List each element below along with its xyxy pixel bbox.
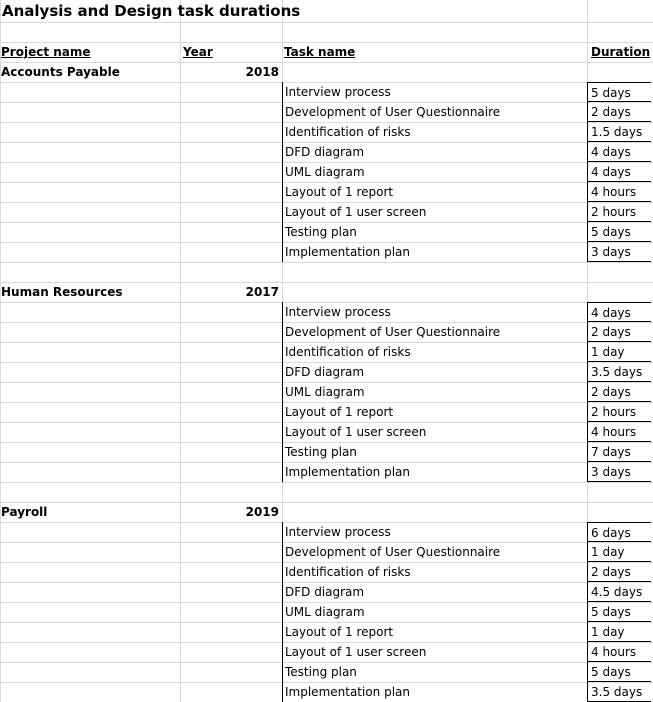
duration-cell[interactable] — [587, 242, 651, 262]
duration-cell[interactable] — [587, 202, 651, 222]
task-name-cell[interactable] — [282, 662, 587, 682]
duration-cell[interactable] — [587, 142, 651, 162]
task-name-cell[interactable] — [282, 162, 587, 182]
duration-cell[interactable] — [587, 662, 651, 682]
task-name-cell[interactable] — [282, 602, 587, 622]
duration-text: 7 days — [591, 445, 631, 459]
task-name-text: Testing plan — [285, 665, 357, 679]
duration-text: 2 days — [591, 385, 631, 399]
task-name-text: UML diagram — [285, 605, 365, 619]
duration-text: 1 day — [591, 545, 625, 559]
sheet-title: Analysis and Design task durations — [2, 2, 301, 20]
header-task-name: Task name — [284, 45, 356, 59]
duration-cell[interactable] — [587, 362, 651, 382]
task-name-cell[interactable] — [282, 342, 587, 362]
duration-text: 2 hours — [591, 205, 637, 219]
task-name-cell[interactable] — [282, 182, 587, 202]
task-name-cell[interactable] — [282, 682, 587, 702]
task-name-text: Identification of risks — [285, 125, 411, 139]
duration-cell[interactable] — [587, 442, 651, 462]
duration-text: 3 days — [591, 245, 631, 259]
task-name-text: Development of User Questionnaire — [285, 325, 501, 339]
duration-text: 2 days — [591, 325, 631, 339]
duration-cell[interactable] — [587, 342, 651, 362]
duration-cell[interactable] — [587, 582, 651, 602]
duration-cell[interactable] — [587, 522, 651, 542]
task-name-text: Interview process — [285, 305, 391, 319]
duration-text: 1.5 days — [591, 125, 643, 139]
duration-cell[interactable] — [587, 162, 651, 182]
header-duration: Duration — [591, 45, 651, 59]
duration-text: 5 days — [591, 225, 631, 239]
duration-text: 2 days — [591, 105, 631, 119]
duration-cell[interactable] — [587, 642, 651, 662]
task-name-cell[interactable] — [282, 322, 587, 342]
header-year: Year — [183, 45, 213, 59]
duration-text: 5 days — [591, 605, 631, 619]
project-year-cell[interactable]: 2017 — [245, 285, 279, 299]
task-name-cell[interactable] — [282, 642, 587, 662]
task-name-text: DFD diagram — [285, 145, 365, 159]
project-year-cell[interactable]: 2019 — [245, 505, 279, 519]
task-name-cell[interactable] — [282, 202, 587, 222]
task-name-cell[interactable] — [282, 422, 587, 442]
task-name-cell[interactable] — [282, 522, 587, 542]
task-name-cell[interactable] — [282, 402, 587, 422]
task-name-cell[interactable] — [282, 542, 587, 562]
task-name-text: Identification of risks — [285, 345, 411, 359]
duration-text: 3.5 days — [591, 685, 643, 699]
project-name-cell[interactable]: Accounts Payable — [1, 65, 120, 79]
task-name-cell[interactable] — [282, 82, 587, 102]
duration-cell[interactable] — [587, 102, 651, 122]
duration-text: 4 hours — [591, 185, 637, 199]
task-name-text: Layout of 1 user screen — [285, 425, 427, 439]
duration-text: 6 days — [591, 526, 631, 540]
duration-cell[interactable] — [587, 222, 651, 242]
duration-text: 3 days — [591, 465, 631, 479]
duration-text: 4 days — [591, 145, 631, 159]
task-name-text: Interview process — [285, 85, 391, 99]
task-name-cell[interactable] — [282, 122, 587, 142]
task-name-text: Development of User Questionnaire — [285, 105, 501, 119]
project-year-cell[interactable]: 2018 — [245, 65, 279, 79]
task-name-cell[interactable] — [282, 462, 587, 482]
duration-text: 4 hours — [591, 645, 637, 659]
duration-text: 1 day — [591, 625, 625, 639]
task-name-cell[interactable] — [282, 102, 587, 122]
duration-text: 2 days — [591, 565, 631, 579]
duration-cell[interactable] — [587, 382, 651, 402]
duration-text: 4.5 days — [591, 585, 643, 599]
duration-text: 3.5 days — [591, 365, 643, 379]
task-name-text: Implementation plan — [285, 685, 411, 699]
task-name-cell[interactable] — [282, 382, 587, 402]
duration-cell[interactable] — [587, 182, 651, 202]
duration-cell[interactable] — [587, 462, 651, 482]
duration-cell[interactable] — [587, 402, 651, 422]
duration-text: 2 hours — [591, 405, 637, 419]
task-name-cell[interactable] — [282, 562, 587, 582]
duration-cell[interactable] — [587, 682, 651, 702]
task-name-text: UML diagram — [285, 165, 365, 179]
task-name-cell[interactable] — [282, 222, 587, 242]
duration-text: 4 hours — [591, 425, 637, 439]
task-name-text: Development of User Questionnaire — [285, 545, 501, 559]
duration-cell[interactable] — [587, 82, 651, 102]
task-name-cell[interactable] — [282, 442, 587, 462]
task-name-cell[interactable] — [282, 302, 587, 322]
duration-cell[interactable] — [587, 562, 651, 582]
task-name-text: Implementation plan — [285, 245, 411, 259]
header-project-name: Project name — [1, 45, 91, 59]
task-name-cell[interactable] — [282, 362, 587, 382]
task-name-cell[interactable] — [282, 142, 587, 162]
duration-cell[interactable] — [587, 122, 651, 142]
task-name-cell[interactable] — [282, 242, 587, 262]
task-name-text: Implementation plan — [285, 465, 411, 479]
duration-cell[interactable] — [587, 542, 651, 562]
task-name-text: DFD diagram — [285, 585, 365, 599]
duration-cell[interactable] — [587, 602, 651, 622]
project-name-cell[interactable]: Human Resources — [1, 285, 123, 299]
duration-text: 5 days — [591, 665, 631, 679]
duration-cell[interactable] — [587, 622, 651, 642]
duration-cell[interactable] — [587, 422, 651, 442]
task-name-text: Identification of risks — [285, 565, 411, 579]
task-name-text: Layout of 1 report — [285, 625, 394, 639]
task-name-text: Interview process — [285, 525, 391, 539]
duration-text: 4 days — [591, 165, 631, 179]
task-name-text: UML diagram — [285, 385, 365, 399]
duration-cell[interactable] — [587, 302, 651, 322]
task-name-text: Layout of 1 user screen — [285, 205, 427, 219]
duration-text: 1 day — [591, 345, 625, 359]
duration-text: 4 days — [591, 306, 631, 320]
task-name-cell[interactable] — [282, 622, 587, 642]
task-name-text: Testing plan — [285, 225, 357, 239]
task-name-text: Layout of 1 report — [285, 185, 394, 199]
task-name-text: Layout of 1 user screen — [285, 645, 427, 659]
duration-cell[interactable] — [587, 322, 651, 342]
task-name-cell[interactable] — [282, 582, 587, 602]
task-name-text: Testing plan — [285, 445, 357, 459]
duration-text: 5 days — [591, 86, 631, 100]
project-name-cell[interactable]: Payroll — [1, 505, 48, 519]
task-name-text: Layout of 1 report — [285, 405, 394, 419]
task-name-text: DFD diagram — [285, 365, 365, 379]
